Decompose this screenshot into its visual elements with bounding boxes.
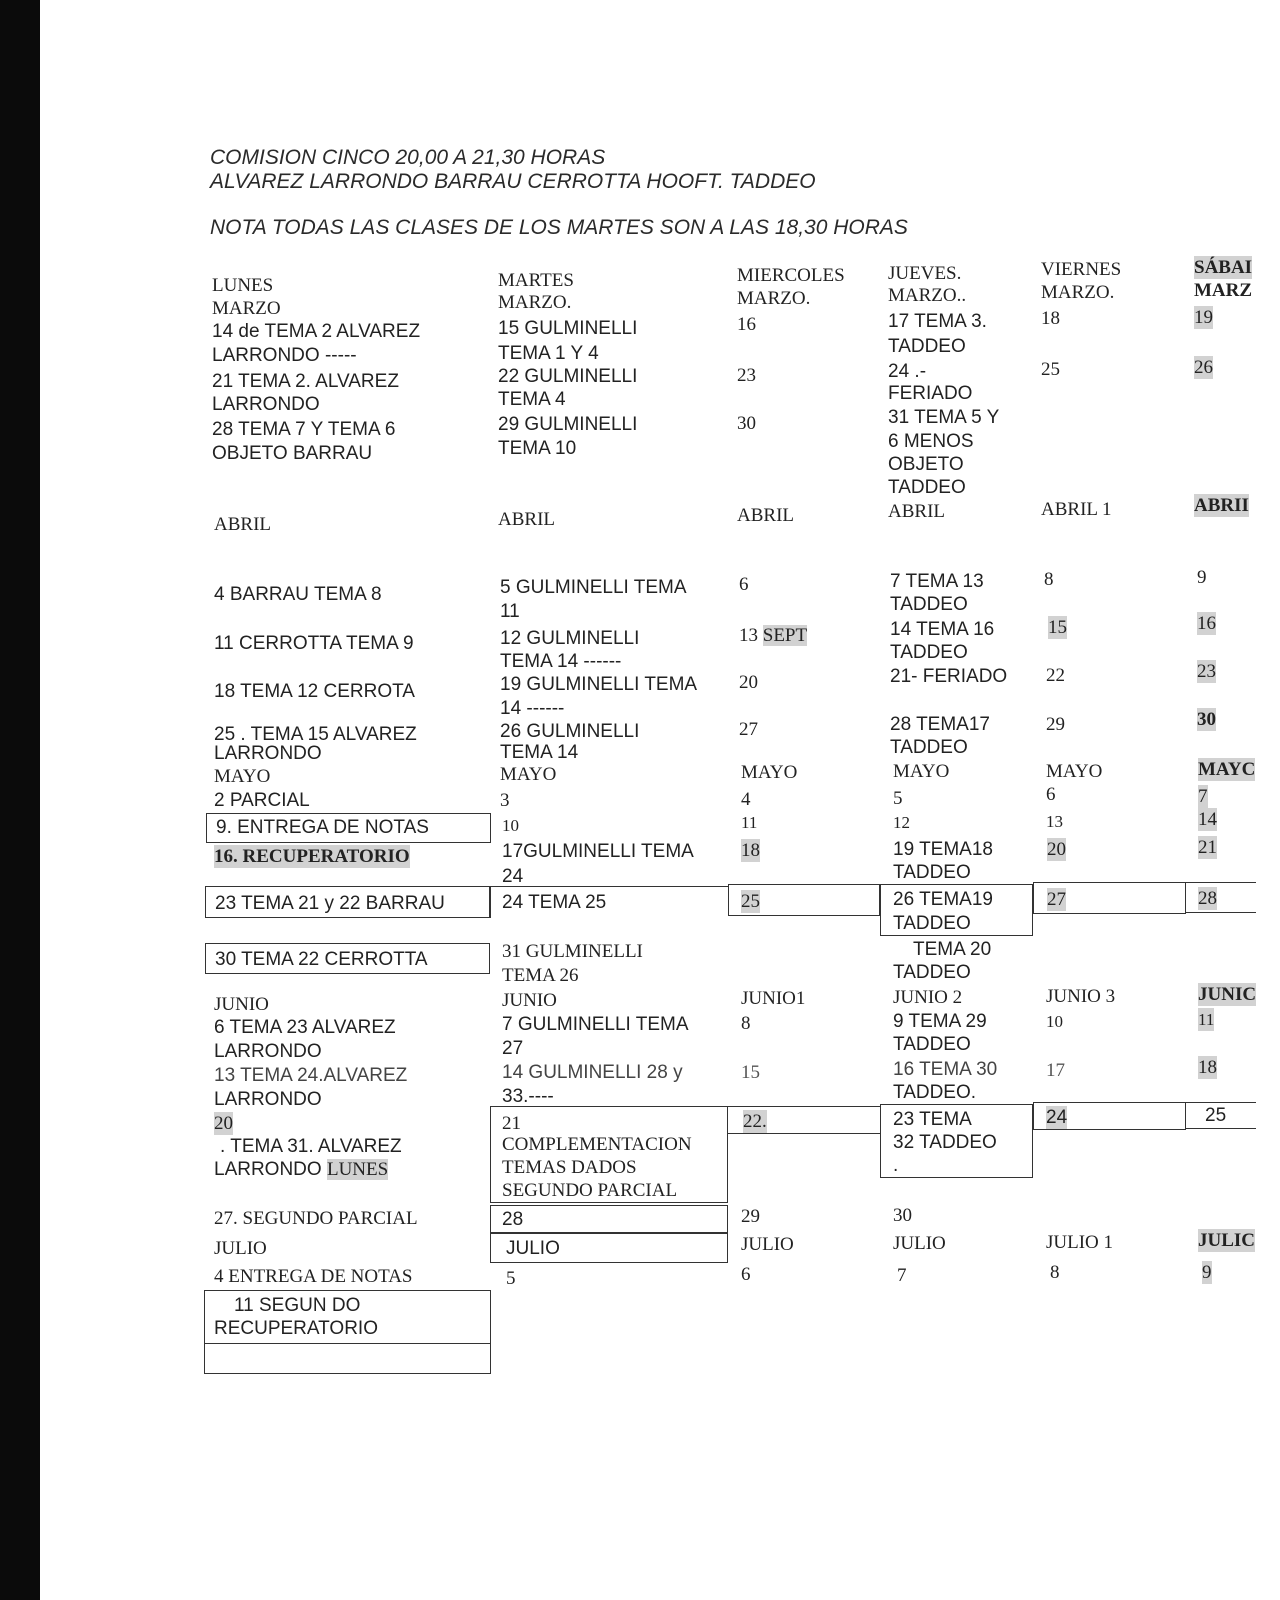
julio-jue-label: JULIO <box>893 1233 946 1254</box>
marzo-17-line2: TADDEO <box>888 336 966 357</box>
abril-28-line1: 28 TEMA17 <box>890 714 990 735</box>
julio-5: 5 <box>506 1268 516 1289</box>
marzo-31-line1: 31 TEMA 5 Y <box>888 407 1000 428</box>
abril-13-sept: SEPT <box>762 625 808 646</box>
mayo-31-line1: 31 GULMINELLI <box>502 941 643 962</box>
mayo-row4-top-line <box>490 886 728 887</box>
abril-19-line1: 19 GULMINELLI TEMA <box>500 674 698 695</box>
junio-sab-label: JUNIC <box>1198 984 1257 1005</box>
day-sabado: SÁBAI <box>1194 257 1253 278</box>
marzo-31-line2: 6 MENOS <box>888 431 974 452</box>
abril-vie-label: ABRIL 1 <box>1041 499 1112 520</box>
mayo-24: 24 TEMA 25 <box>502 892 607 913</box>
marzo-14-line2: LARRONDO ----- <box>212 345 357 366</box>
marzo-26: 26 <box>1194 357 1213 378</box>
day-lunes: LUNES <box>212 275 274 296</box>
marzo-22-line1: 22 GULMINELLI <box>498 366 638 387</box>
abril-mar-label: ABRIL <box>498 509 555 530</box>
junio-20-num: 20 <box>214 1113 233 1134</box>
marzo-19: 19 <box>1194 307 1213 328</box>
marzo-22-line2: TEMA 4 <box>498 389 566 410</box>
junio-7-line1: 7 GULMINELLI TEMA <box>502 1014 689 1035</box>
mayo-31-line2: TEMA 26 <box>502 965 579 986</box>
day-viernes: VIERNES <box>1041 259 1122 280</box>
abril-30: 30 <box>1197 709 1216 730</box>
marzo-31-line4: TADDEO <box>888 477 966 498</box>
mayo-7: 7 <box>1198 786 1208 807</box>
julio-sab-label: JULIC <box>1198 1230 1256 1251</box>
junio-6-line2: LARRONDO <box>214 1041 322 1062</box>
mayo-25: 25 <box>741 891 760 912</box>
junio-vie-label: JUNIO 3 <box>1046 986 1116 1007</box>
julio-11-line1: 11 SEGUN DO <box>234 1295 361 1316</box>
junio-27: 27. SEGUNDO PARCIAL <box>214 1208 418 1229</box>
day-jueves: JUEVES. <box>888 263 962 284</box>
mayo-28-top-line <box>1186 882 1256 883</box>
marzo-24-line1: 24 .- <box>888 361 927 382</box>
mayo-lun-label: MAYO <box>214 766 271 787</box>
junio-6-line1: 6 TEMA 23 ALVAREZ <box>214 1017 396 1038</box>
mayo-14: 14 <box>1198 809 1217 830</box>
abril-7-line2: TADDEO <box>890 594 968 615</box>
header-docentes: ALVAREZ LARRONDO BARRAU CERROTTA HOOFT. TADDEO <box>210 170 816 193</box>
junio-15: 15 <box>741 1062 760 1083</box>
abril-7-line1: 7 TEMA 13 <box>890 571 984 592</box>
marzo-14-line1: 14 de TEMA 2 ALVAREZ <box>212 321 421 342</box>
julio-6: 6 <box>741 1264 751 1285</box>
header-nota: NOTA TODAS LAS CLASES DE LOS MARTES SON A LAS 18,30 HORAS <box>210 216 908 239</box>
mayo-jue-label: MAYO <box>893 761 950 782</box>
junio-8: 8 <box>741 1013 751 1034</box>
junio-9-line2: TADDEO <box>893 1034 971 1055</box>
marzo-vie-label: MARZO. <box>1041 282 1115 303</box>
mayo-2: 2 PARCIAL <box>214 790 310 811</box>
julio-lun-label: JULIO <box>214 1238 267 1259</box>
julio-11-line2: RECUPERATORIO <box>214 1318 378 1339</box>
abril-8: 8 <box>1044 569 1054 590</box>
mayo-28: 28 <box>1198 888 1217 909</box>
abril-6: 6 <box>739 574 749 595</box>
mayo-6: 6 <box>1046 784 1056 805</box>
julio-mie-label: JULIO <box>741 1234 794 1255</box>
junio-jue-label: JUNIO 2 <box>893 987 963 1008</box>
junio-25-bottom-line <box>1186 1128 1256 1129</box>
junio-22-bottom-line <box>728 1133 880 1134</box>
junio-20-lunes: LUNES <box>326 1159 389 1180</box>
mayo-23: 23 TEMA 21 y 22 BARRAU <box>215 893 445 914</box>
julio-7: 7 <box>897 1265 907 1286</box>
junio-23-line1: 23 TEMA <box>893 1109 972 1130</box>
abril-jue-label: ABRIL <box>888 501 945 522</box>
mayo-26-line1: 26 TEMA19 <box>893 889 993 910</box>
marzo-lun-label: MARZO <box>212 298 281 319</box>
julio-9: 9 <box>1202 1262 1212 1283</box>
mayo-17-line2: 24 <box>502 866 524 887</box>
junio-mie-label: JUNIO1 <box>741 988 806 1009</box>
junio-11: 11 <box>1198 1010 1215 1029</box>
abril-14-line2: TADDEO <box>890 642 968 663</box>
abril-23: 23 <box>1197 661 1216 682</box>
mayo-12: 12 <box>893 813 910 832</box>
junio-lun-label: JUNIO <box>214 994 269 1015</box>
marzo-18: 18 <box>1041 308 1060 329</box>
abril-15: 15 <box>1048 617 1067 638</box>
junio-24: 24 <box>1046 1107 1068 1128</box>
marzo-mie-label: MARZO. <box>737 288 811 309</box>
junio-25-top-line <box>1186 1102 1256 1103</box>
junio-28-box <box>490 1205 728 1233</box>
mayo-vie-label: MAYO <box>1046 761 1103 782</box>
header-comision: COMISION CINCO 20,00 A 21,30 HORAS <box>210 146 606 169</box>
marzo-29-line2: TEMA 10 <box>498 438 577 459</box>
junio-18: 18 <box>1198 1057 1217 1078</box>
marzo-15-line1: 15 GULMINELLI <box>498 318 638 339</box>
abril-12-line2: TEMA 14 ------ <box>500 651 622 672</box>
mayo-20: 20 <box>1047 839 1066 860</box>
junio-21-num: 21 <box>502 1113 521 1134</box>
abril-lun-label: ABRIL <box>214 514 271 535</box>
abril-5-line1: 5 GULMINELLI TEMA <box>500 577 687 598</box>
marzo-23: 23 <box>737 365 756 386</box>
junio-22-top-line <box>728 1106 880 1107</box>
abril-9: 9 <box>1197 567 1207 588</box>
mayo-18: 18 <box>741 840 760 861</box>
mayo-28-bottom-line <box>1186 912 1256 913</box>
abril-sab-label: ABRII <box>1194 495 1249 516</box>
marzo-31-line3: OBJETO <box>888 454 964 475</box>
julio-8: 8 <box>1050 1262 1060 1283</box>
marzo-jue-label: MARZO.. <box>888 285 967 306</box>
julio-11-inner-line <box>204 1343 491 1344</box>
abril-27: 27 <box>739 719 758 740</box>
julio-vie-label: JULIO 1 <box>1046 1232 1114 1253</box>
junio-14-line1: 14 GULMINELLI 28 y <box>502 1062 683 1083</box>
junio-13-line1: 13 TEMA 24.ALVAREZ <box>214 1065 408 1086</box>
abril-4: 4 BARRAU TEMA 8 <box>214 584 382 605</box>
abril-25-line2: LARRONDO <box>214 743 322 764</box>
mayo-26-line2: TADDEO <box>893 913 971 934</box>
mayo-21: 21 <box>1198 837 1217 858</box>
julio-mar-label: JULIO <box>506 1238 560 1259</box>
marzo-28-line1: 28 TEMA 7 Y TEMA 6 <box>212 419 396 440</box>
mayo-9: 9. ENTREGA DE NOTAS <box>216 817 429 838</box>
day-miercoles: MIERCOLES <box>737 265 845 286</box>
junio-23-line3: . <box>893 1155 899 1176</box>
mayo-mar-label: MAYO <box>500 764 557 785</box>
marzo-28-line2: OBJETO BARRAU <box>212 443 373 464</box>
marzo-21-line1: 21 TEMA 2. ALVAREZ <box>212 371 399 392</box>
junio-21-line3: TEMAS DADOS <box>502 1157 637 1178</box>
mayo-sab-label: MAYC <box>1198 759 1256 780</box>
mayo-16: 16. RECUPERATORIO <box>214 846 410 867</box>
mayo-row4-divider <box>490 886 491 918</box>
marzo-25: 25 <box>1041 359 1060 380</box>
abril-22: 22 <box>1046 665 1065 686</box>
scan-black-edge <box>0 0 40 1600</box>
mayo-4: 4 <box>741 789 751 810</box>
junio-14-line2: 33.---- <box>502 1086 554 1107</box>
abril-20: 20 <box>739 672 758 693</box>
junio-21-line4: SEGUNDO PARCIAL <box>502 1180 678 1201</box>
marzo-15-line2: TEMA 1 Y 4 <box>498 343 599 364</box>
abril-13-num: 13 <box>739 625 758 646</box>
abril-16: 16 <box>1197 613 1216 634</box>
mayo-5: 5 <box>893 788 903 809</box>
junio-20-larrondo: LARRONDO <box>214 1159 322 1180</box>
abril-13 <box>739 624 807 647</box>
marzo-17-line1: 17 TEMA 3. <box>888 311 987 332</box>
mayo-tema20-line2: TADDEO <box>893 962 971 983</box>
mayo-11: 11 <box>741 813 758 832</box>
junio-7-line2: 27 <box>502 1038 524 1059</box>
mayo-3: 3 <box>500 790 510 811</box>
mayo-30: 30 TEMA 22 CERROTTA <box>215 949 428 970</box>
marzo-29-line1: 29 GULMINELLI <box>498 414 638 435</box>
marzo-21-line2: LARRONDO <box>212 394 320 415</box>
marzo-16: 16 <box>737 314 756 335</box>
marzo-24-line2: FERIADO <box>888 383 973 404</box>
junio-29: 29 <box>741 1206 760 1227</box>
abril-26-line1: 26 GULMINELLI <box>500 721 640 742</box>
abril-11: 11 CERROTTA TEMA 9 <box>214 633 414 654</box>
abril-29: 29 <box>1046 714 1065 735</box>
junio-9-line1: 9 TEMA 29 <box>893 1011 987 1032</box>
junio-16-line2: TADDEO. <box>893 1082 977 1103</box>
junio-25: 25 <box>1205 1105 1227 1126</box>
abril-14-line1: 14 TEMA 16 <box>890 619 995 640</box>
junio-10: 10 <box>1046 1012 1063 1031</box>
abril-18: 18 TEMA 12 CERROTA <box>214 681 415 702</box>
mayo-10: 10 <box>502 816 519 835</box>
junio-13-line2: LARRONDO <box>214 1089 322 1110</box>
day-martes: MARTES <box>498 270 574 291</box>
junio-20-line2: . TEMA 31. ALVAREZ <box>220 1136 402 1157</box>
abril-19-line2: 14 ------ <box>500 698 565 719</box>
abril-28-line2: TADDEO <box>890 737 968 758</box>
mayo-19-line2: TADDEO <box>893 862 971 883</box>
junio-20-line3 <box>214 1158 388 1181</box>
junio-21-line2: COMPLEMENTACION <box>502 1134 692 1155</box>
abril-5-line2: 11 <box>500 601 520 622</box>
junio-30: 30 <box>893 1205 912 1226</box>
marzo-30: 30 <box>737 413 756 434</box>
mayo-27: 27 <box>1047 889 1066 910</box>
mayo-17-line1: 17GULMINELLI TEMA <box>502 841 694 862</box>
mayo-19-line1: 19 TEMA18 <box>893 839 993 860</box>
abril-12-line1: 12 GULMINELLI <box>500 628 640 649</box>
marzo-sab-label: MARZ <box>1194 280 1253 301</box>
mayo-mie-label: MAYO <box>741 762 798 783</box>
mayo-tema20-line1: TEMA 20 <box>913 939 992 960</box>
junio-22: 22. <box>743 1111 767 1132</box>
mayo-13: 13 <box>1046 812 1063 831</box>
junio-28: 28 <box>502 1209 524 1230</box>
junio-mar-label: JUNIO <box>502 990 557 1011</box>
junio-23-line2: 32 TADDEO <box>893 1132 997 1153</box>
junio-17: 17 <box>1046 1060 1065 1081</box>
marzo-mar-label: MARZO. <box>498 292 572 313</box>
abril-21: 21- FERIADO <box>890 666 1008 687</box>
abril-25-line1: 25 . TEMA 15 ALVAREZ <box>214 724 417 745</box>
julio-4: 4 ENTREGA DE NOTAS <box>214 1266 413 1287</box>
abril-26-line2: TEMA 14 <box>500 742 579 763</box>
junio-16-line1: 16 TEMA 30 <box>893 1059 998 1080</box>
abril-mie-label: ABRIL <box>737 505 794 526</box>
